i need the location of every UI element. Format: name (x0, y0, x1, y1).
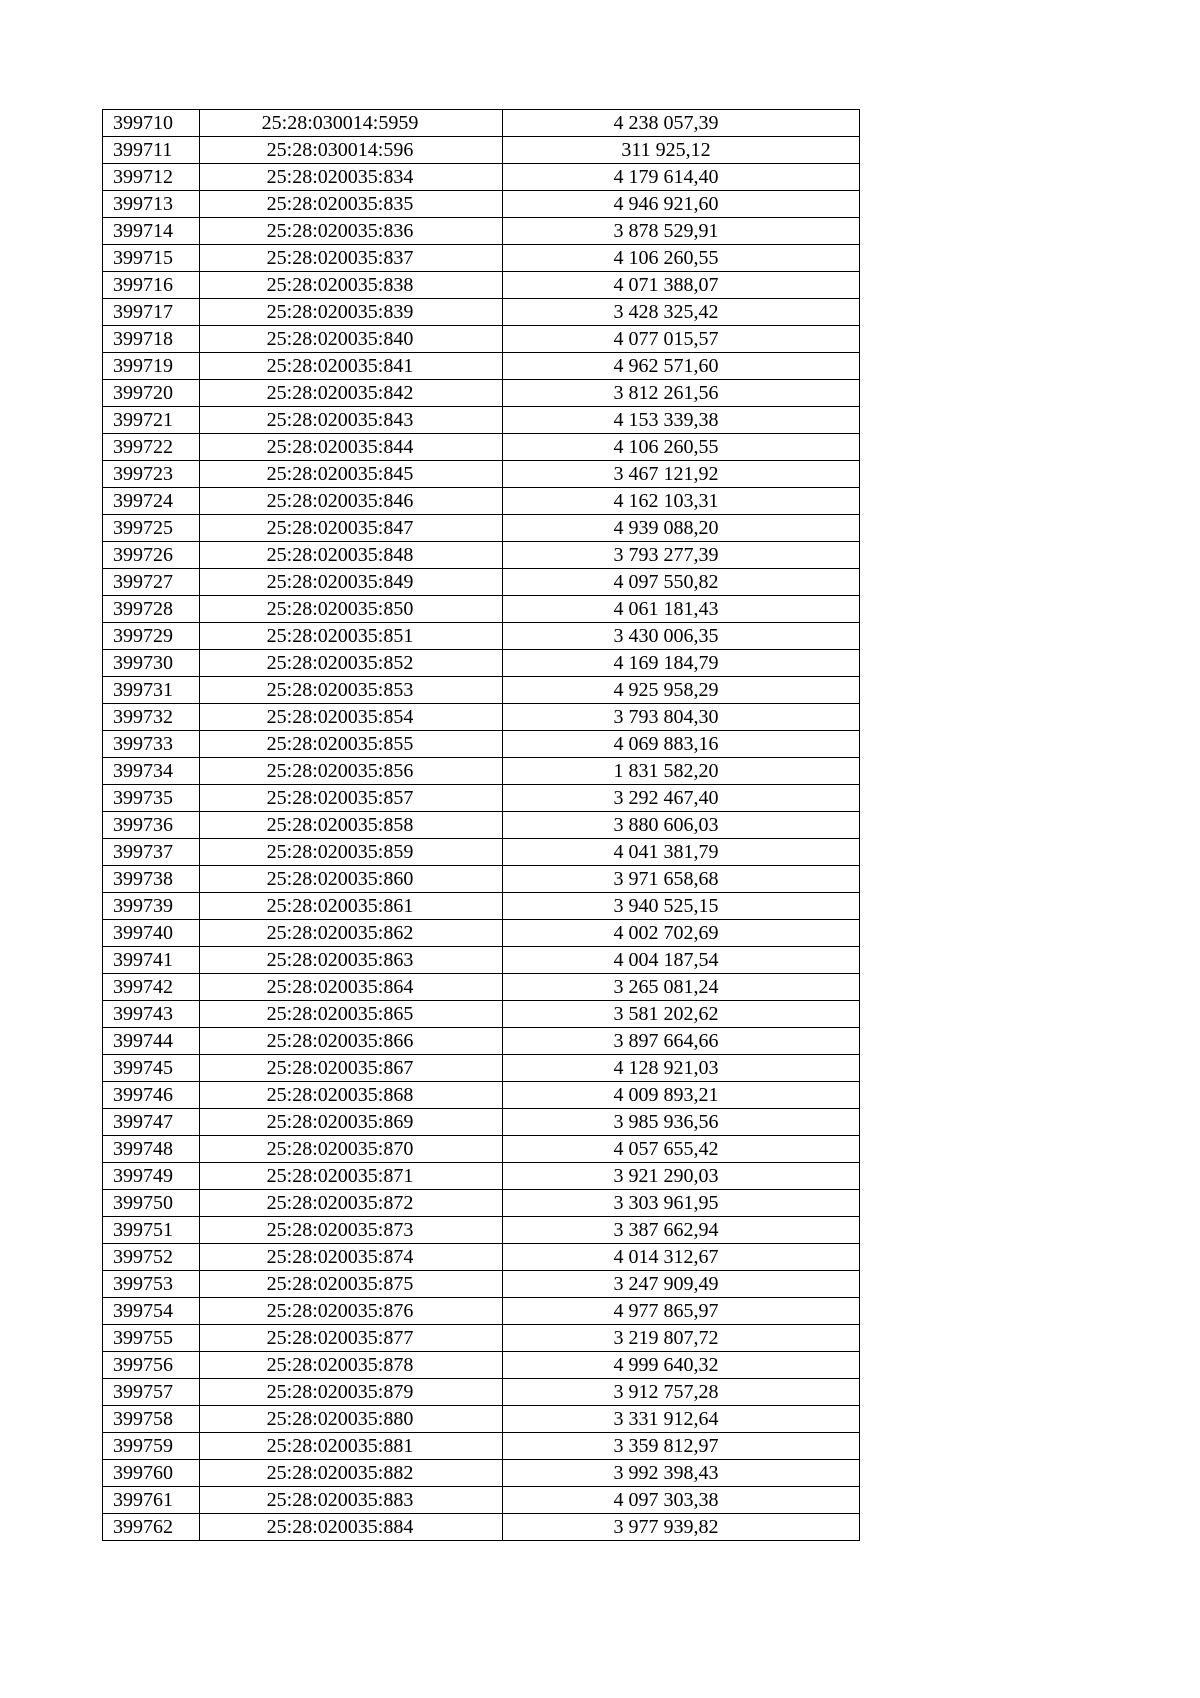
value-cell: 3 880 606,03 (503, 812, 860, 839)
row-id-cell: 399753 (103, 1271, 200, 1298)
row-id-cell: 399727 (103, 569, 200, 596)
value-cell: 4 004 187,54 (503, 947, 860, 974)
cadastral-number-cell: 25:28:020035:854 (200, 704, 503, 731)
table-row (103, 1406, 860, 1433)
cadastral-number-cell: 25:28:020035:878 (200, 1352, 503, 1379)
row-id-cell: 399761 (103, 1487, 200, 1514)
table-row (103, 1136, 860, 1163)
cadastral-number-cell: 25:28:020035:849 (200, 569, 503, 596)
table-row (103, 488, 860, 515)
cadastral-number-cell: 25:28:020035:871 (200, 1163, 503, 1190)
cadastral-number-cell: 25:28:020035:877 (200, 1325, 503, 1352)
value-cell: 3 812 261,56 (503, 380, 860, 407)
cadastral-number-cell: 25:28:020035:843 (200, 407, 503, 434)
row-id-cell: 399723 (103, 461, 200, 488)
table-row (103, 1460, 860, 1487)
table-row (103, 974, 860, 1001)
cadastral-number-cell: 25:28:020035:851 (200, 623, 503, 650)
cadastral-number-cell: 25:28:020035:839 (200, 299, 503, 326)
value-cell: 4 002 702,69 (503, 920, 860, 947)
cadastral-number-cell: 25:28:020035:883 (200, 1487, 503, 1514)
row-id-cell: 399758 (103, 1406, 200, 1433)
value-cell: 3 878 529,91 (503, 218, 860, 245)
row-id-cell: 399751 (103, 1217, 200, 1244)
row-id-cell: 399714 (103, 218, 200, 245)
value-cell: 3 247 909,49 (503, 1271, 860, 1298)
cadastral-number-cell: 25:28:020035:853 (200, 677, 503, 704)
table-row (103, 1163, 860, 1190)
cadastral-number-cell: 25:28:020035:852 (200, 650, 503, 677)
value-cell: 4 999 640,32 (503, 1352, 860, 1379)
table-row (103, 1055, 860, 1082)
row-id-cell: 399736 (103, 812, 200, 839)
table-row (103, 245, 860, 272)
value-cell: 4 977 865,97 (503, 1298, 860, 1325)
cadastral-number-cell: 25:28:020035:876 (200, 1298, 503, 1325)
table-row (103, 596, 860, 623)
cadastral-number-cell: 25:28:020035:868 (200, 1082, 503, 1109)
value-cell: 4 925 958,29 (503, 677, 860, 704)
cadastral-number-cell: 25:28:020035:864 (200, 974, 503, 1001)
cadastral-number-cell: 25:28:020035:861 (200, 893, 503, 920)
table-row (103, 353, 860, 380)
value-cell: 4 153 339,38 (503, 407, 860, 434)
row-id-cell: 399750 (103, 1190, 200, 1217)
cadastral-number-cell: 25:28:020035:872 (200, 1190, 503, 1217)
table-row (103, 1487, 860, 1514)
cadastral-number-cell: 25:28:030014:596 (200, 137, 503, 164)
value-cell: 3 977 939,82 (503, 1514, 860, 1541)
row-id-cell: 399754 (103, 1298, 200, 1325)
row-id-cell: 399715 (103, 245, 200, 272)
row-id-cell: 399733 (103, 731, 200, 758)
value-cell: 3 940 525,15 (503, 893, 860, 920)
value-cell: 3 265 081,24 (503, 974, 860, 1001)
cadastral-number-cell: 25:28:020035:847 (200, 515, 503, 542)
value-cell: 4 106 260,55 (503, 245, 860, 272)
value-cell: 4 106 260,55 (503, 434, 860, 461)
table-row (103, 191, 860, 218)
cadastral-number-cell: 25:28:020035:874 (200, 1244, 503, 1271)
table-row (103, 1217, 860, 1244)
table-row (103, 650, 860, 677)
table-row (103, 1514, 860, 1541)
value-cell: 3 430 006,35 (503, 623, 860, 650)
value-cell: 3 793 804,30 (503, 704, 860, 731)
cadastral-number-cell: 25:28:020035:857 (200, 785, 503, 812)
cadastral-number-cell: 25:28:020035:834 (200, 164, 503, 191)
value-cell: 4 128 921,03 (503, 1055, 860, 1082)
table-row (103, 515, 860, 542)
row-id-cell: 399726 (103, 542, 200, 569)
row-id-cell: 399725 (103, 515, 200, 542)
row-id-cell: 399756 (103, 1352, 200, 1379)
value-cell: 4 946 921,60 (503, 191, 860, 218)
value-cell: 311 925,12 (503, 137, 860, 164)
table-row (103, 704, 860, 731)
row-id-cell: 399742 (103, 974, 200, 1001)
table-row (103, 947, 860, 974)
cadastral-number-cell: 25:28:020035:859 (200, 839, 503, 866)
value-cell: 3 985 936,56 (503, 1109, 860, 1136)
row-id-cell: 399746 (103, 1082, 200, 1109)
table-row (103, 164, 860, 191)
cadastral-number-cell: 25:28:020035:881 (200, 1433, 503, 1460)
cadastral-number-cell: 25:28:020035:836 (200, 218, 503, 245)
table-row (103, 1379, 860, 1406)
table-row (103, 272, 860, 299)
table-row (103, 866, 860, 893)
value-cell: 4 097 303,38 (503, 1487, 860, 1514)
table-row (103, 785, 860, 812)
table-row (103, 677, 860, 704)
value-cell: 4 179 614,40 (503, 164, 860, 191)
table-row (103, 1190, 860, 1217)
table-row (103, 137, 860, 164)
table-row (103, 839, 860, 866)
value-cell: 4 041 381,79 (503, 839, 860, 866)
value-cell: 4 071 388,07 (503, 272, 860, 299)
data-table (102, 109, 860, 1541)
row-id-cell: 399738 (103, 866, 200, 893)
cadastral-number-cell: 25:28:020035:860 (200, 866, 503, 893)
row-id-cell: 399717 (103, 299, 200, 326)
cadastral-number-cell: 25:28:020035:848 (200, 542, 503, 569)
cadastral-number-cell: 25:28:020035:850 (200, 596, 503, 623)
row-id-cell: 399752 (103, 1244, 200, 1271)
cadastral-number-cell: 25:28:020035:866 (200, 1028, 503, 1055)
value-cell: 3 331 912,64 (503, 1406, 860, 1433)
cadastral-number-cell: 25:28:020035:870 (200, 1136, 503, 1163)
value-cell: 3 428 325,42 (503, 299, 860, 326)
table-row (103, 920, 860, 947)
row-id-cell: 399716 (103, 272, 200, 299)
cadastral-number-cell: 25:28:020035:880 (200, 1406, 503, 1433)
value-cell: 1 831 582,20 (503, 758, 860, 785)
table-row (103, 1298, 860, 1325)
cadastral-number-cell: 25:28:020035:842 (200, 380, 503, 407)
value-cell: 3 467 121,92 (503, 461, 860, 488)
row-id-cell: 399760 (103, 1460, 200, 1487)
row-id-cell: 399737 (103, 839, 200, 866)
row-id-cell: 399730 (103, 650, 200, 677)
table-row (103, 434, 860, 461)
value-cell: 4 057 655,42 (503, 1136, 860, 1163)
row-id-cell: 399711 (103, 137, 200, 164)
table-row (103, 218, 860, 245)
value-cell: 4 069 883,16 (503, 731, 860, 758)
value-cell: 4 061 181,43 (503, 596, 860, 623)
table-row (103, 1433, 860, 1460)
row-id-cell: 399710 (103, 110, 200, 137)
cadastral-number-cell: 25:28:020035:879 (200, 1379, 503, 1406)
row-id-cell: 399744 (103, 1028, 200, 1055)
value-cell: 4 077 015,57 (503, 326, 860, 353)
cadastral-number-cell: 25:28:020035:862 (200, 920, 503, 947)
value-cell: 3 581 202,62 (503, 1001, 860, 1028)
cadastral-number-cell: 25:28:020035:869 (200, 1109, 503, 1136)
row-id-cell: 399757 (103, 1379, 200, 1406)
row-id-cell: 399747 (103, 1109, 200, 1136)
row-id-cell: 399739 (103, 893, 200, 920)
cadastral-number-cell: 25:28:020035:835 (200, 191, 503, 218)
value-cell: 3 992 398,43 (503, 1460, 860, 1487)
cadastral-number-cell: 25:28:020035:863 (200, 947, 503, 974)
value-cell: 3 897 664,66 (503, 1028, 860, 1055)
cadastral-number-cell: 25:28:020035:867 (200, 1055, 503, 1082)
cadastral-number-cell: 25:28:020035:873 (200, 1217, 503, 1244)
table-row (103, 380, 860, 407)
value-cell: 4 162 103,31 (503, 488, 860, 515)
row-id-cell: 399732 (103, 704, 200, 731)
table-row (103, 326, 860, 353)
table-row (103, 299, 860, 326)
row-id-cell: 399749 (103, 1163, 200, 1190)
row-id-cell: 399759 (103, 1433, 200, 1460)
value-cell: 4 169 184,79 (503, 650, 860, 677)
value-cell: 3 793 277,39 (503, 542, 860, 569)
table-row (103, 1082, 860, 1109)
value-cell: 3 303 961,95 (503, 1190, 860, 1217)
table-row (103, 1271, 860, 1298)
table-row (103, 623, 860, 650)
table-row (103, 1001, 860, 1028)
cadastral-number-cell: 25:28:020035:846 (200, 488, 503, 515)
table-row (103, 758, 860, 785)
row-id-cell: 399734 (103, 758, 200, 785)
cadastral-number-cell: 25:28:020035:884 (200, 1514, 503, 1541)
value-cell: 4 009 893,21 (503, 1082, 860, 1109)
row-id-cell: 399740 (103, 920, 200, 947)
row-id-cell: 399728 (103, 596, 200, 623)
cadastral-number-cell: 25:28:020035:845 (200, 461, 503, 488)
table-row (103, 893, 860, 920)
table-row (103, 461, 860, 488)
table-row (103, 812, 860, 839)
row-id-cell: 399741 (103, 947, 200, 974)
value-cell: 3 359 812,97 (503, 1433, 860, 1460)
table-row (103, 1028, 860, 1055)
row-id-cell: 399724 (103, 488, 200, 515)
cadastral-number-cell: 25:28:020035:882 (200, 1460, 503, 1487)
table-body (103, 110, 860, 1541)
value-cell: 3 387 662,94 (503, 1217, 860, 1244)
row-id-cell: 399743 (103, 1001, 200, 1028)
row-id-cell: 399762 (103, 1514, 200, 1541)
cadastral-number-cell: 25:28:030014:5959 (200, 110, 503, 137)
cadastral-number-cell: 25:28:020035:865 (200, 1001, 503, 1028)
value-cell: 4 939 088,20 (503, 515, 860, 542)
row-id-cell: 399755 (103, 1325, 200, 1352)
table-row (103, 1109, 860, 1136)
row-id-cell: 399735 (103, 785, 200, 812)
cadastral-number-cell: 25:28:020035:875 (200, 1271, 503, 1298)
row-id-cell: 399721 (103, 407, 200, 434)
row-id-cell: 399718 (103, 326, 200, 353)
value-cell: 3 292 467,40 (503, 785, 860, 812)
cadastral-number-cell: 25:28:020035:841 (200, 353, 503, 380)
cadastral-number-cell: 25:28:020035:855 (200, 731, 503, 758)
table-row (103, 1244, 860, 1271)
cadastral-number-cell: 25:28:020035:856 (200, 758, 503, 785)
cadastral-number-cell: 25:28:020035:844 (200, 434, 503, 461)
cadastral-number-cell: 25:28:020035:837 (200, 245, 503, 272)
row-id-cell: 399712 (103, 164, 200, 191)
value-cell: 3 219 807,72 (503, 1325, 860, 1352)
value-cell: 3 921 290,03 (503, 1163, 860, 1190)
table-row (103, 569, 860, 596)
row-id-cell: 399745 (103, 1055, 200, 1082)
table-row (103, 542, 860, 569)
row-id-cell: 399729 (103, 623, 200, 650)
value-cell: 3 912 757,28 (503, 1379, 860, 1406)
row-id-cell: 399713 (103, 191, 200, 218)
value-cell: 4 097 550,82 (503, 569, 860, 596)
row-id-cell: 399748 (103, 1136, 200, 1163)
table-row (103, 407, 860, 434)
table-row (103, 731, 860, 758)
cadastral-number-cell: 25:28:020035:858 (200, 812, 503, 839)
table-row (103, 110, 860, 137)
value-cell: 4 014 312,67 (503, 1244, 860, 1271)
value-cell: 4 238 057,39 (503, 110, 860, 137)
value-cell: 3 971 658,68 (503, 866, 860, 893)
table-row (103, 1325, 860, 1352)
row-id-cell: 399722 (103, 434, 200, 461)
row-id-cell: 399719 (103, 353, 200, 380)
table-row (103, 1352, 860, 1379)
cadastral-number-cell: 25:28:020035:838 (200, 272, 503, 299)
row-id-cell: 399731 (103, 677, 200, 704)
value-cell: 4 962 571,60 (503, 353, 860, 380)
cadastral-number-cell: 25:28:020035:840 (200, 326, 503, 353)
row-id-cell: 399720 (103, 380, 200, 407)
